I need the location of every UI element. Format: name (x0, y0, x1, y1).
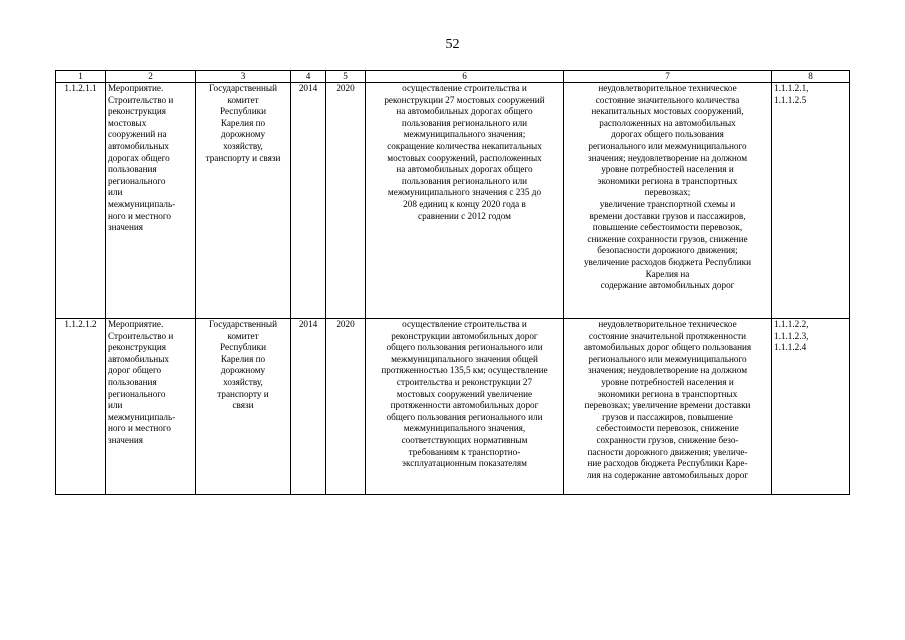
header-col-7: 7 (564, 71, 772, 83)
measure-number: 1.1.2.1.2 (56, 319, 106, 495)
page-number: 52 (445, 37, 460, 52)
responsible-executor: Государственный комитет Республики Карелия по дорожному хозяйству, транспорту и связи (196, 83, 291, 319)
table-row (56, 83, 850, 319)
non-implementation-consequences: неудовлетворительное техническое состояние значительной протяженности автомобильных дорог общего пользования регионального или межмуниципального значения; неудовлетворение на должном уровне потребностей населения и экономики региона в транспортных перевозках; увеличение времени доставки грузов и пассажиров, повышение себестоимости перевозок, снижение сохранности грузов, снижение безо- пасности дорожного движения; увеличе- ние расходов бюджета Республики Каре- лия на содержание автомобильных дорог (564, 319, 772, 495)
related-indicators: 1.1.1.2.2, 1.1.1.2.3, 1.1.1.2.4 (772, 319, 850, 495)
end-year: 2020 (326, 319, 366, 495)
header-col-8: 8 (772, 71, 850, 83)
header-col-2: 2 (106, 71, 196, 83)
responsible-executor: Государственный комитет Республики Карелия по дорожному хозяйству, транспорту и связи (196, 319, 291, 495)
header-col-4: 4 (291, 71, 326, 83)
header-col-1: 1 (56, 71, 106, 83)
header-col-3: 3 (196, 71, 291, 83)
measure-name: Мероприятие. Строительство и реконструкция мостовых сооружений на автомобильных дорогах общего пользования регионального или межмуниципаль- ного и местного значения (106, 83, 196, 319)
measure-name: Мероприятие. Строительство и реконструкция автомобильных дорог общего пользования регионального или межмуниципаль- ного и местного значения (106, 319, 196, 495)
start-year: 2014 (291, 83, 326, 319)
measure-number: 1.1.2.1.1 (56, 83, 106, 319)
start-year: 2014 (291, 319, 326, 495)
end-year: 2020 (326, 83, 366, 319)
table-row (56, 319, 850, 495)
header-col-5: 5 (326, 71, 366, 83)
non-implementation-consequences: неудовлетворительное техническое состояние значительного количества некапитальных мостовых сооружений, расположенных на автомобильных дорогах общего пользования регионального или межмуниципального значения; неудовлетворение на должном уровне потребностей населения и экономики региона в транспортных перевозках; увеличение транспортной схемы и времени доставки грузов и пассажиров, повышение себестоимости перевозок, снижение сохранности грузов, снижение безопасности дорожного движения; увеличение расходов бюджета Республики Карелия на содержание автомобильных дорог (564, 83, 772, 319)
header-col-6: 6 (366, 71, 564, 83)
related-indicators: 1.1.1.2.1, 1.1.1.2.5 (772, 83, 850, 319)
expected-result: осуществление строительства и реконструкции 27 мостовых сооружений на автомобильных дорогах общего пользования регионального или межмуниципального значения; сокращение количества некапитальных мостовых сооружений, расположенных на автомобильных дорогах общего пользования регионального или межмуниципального значения с 235 до 208 единиц к концу 2020 года в сравнении с 2012 годом (366, 83, 564, 319)
expected-result: осуществление строительства и реконструкции автомобильных дорог общего пользования регионального или межмуниципального значения общей протяженностью 135,5 км; осуществление строительства и реконструкции 27 мостовых сооружений увеличение протяженности автомобильных дорог общего пользования регионального или межмуниципального значения, соответствующих нормативным требованиям к транспортно- эксплуатационным показателям (366, 319, 564, 495)
header-row (56, 71, 850, 83)
program-measures-table (55, 70, 850, 495)
